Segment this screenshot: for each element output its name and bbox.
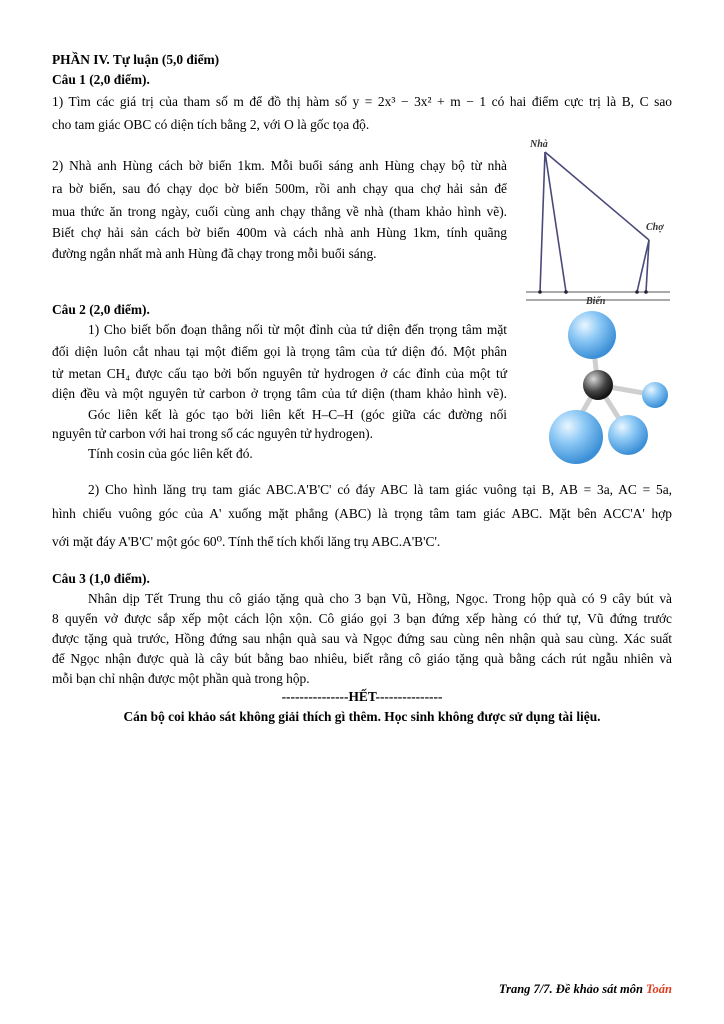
hydrogen-atom-bottom-right [608,415,648,455]
page-footer [499,982,672,997]
hydrogen-atom-right [642,382,668,408]
end-mark: ---------------HẾT--------------- [281,689,443,704]
q2-p1-line4: diện đều và một nguyên tử carbon ở trọng tâm của tứ diện (tham khảo hình vẽ). [52,386,507,401]
label-coast: Biển [586,296,606,306]
q2-p2-line1: 2) Cho hình lăng trụ tam giác ABC.A'B'C' có đáy ABC là tam giác vuông tại B, AB = 3a, AC = 5a, [88,482,672,497]
q2-p1-line7: Tính cosin của góc liên kết đó. [88,446,253,461]
q3-line4: để Ngọc nhận được quà là cây bút bằng bao nhiêu, biết rằng cô giáo tặng quà bằng cách rút ngẫu nhiên và [52,651,672,666]
q3-line2: 8 quyển vở được sắp xếp một cách lộn xộn. Cô giáo gọi 3 bạn đứng xếp hàng có thứ tự, Vũ đứng trước [52,611,672,626]
label-market: Chợ [646,222,664,233]
q2-p1-line6: nguyên tử carbon với hai trong số các nguyên tử hydrogen). [52,426,373,441]
q2-p1-line2: đối diện luôn cắt nhau tại một điểm gọi là trọng tâm của tứ diện đó. Một phân [52,344,507,359]
label-home: Nhà [530,139,548,150]
q2-p1-line1: 1) Cho biết bốn đoạn thẳng nối từ một đỉnh của tứ diện đến trọng tâm mặt [88,322,507,337]
q2-title: Câu 2 (2,0 điểm). [52,302,150,317]
hydrogen-atom-top [568,311,616,359]
q1-title: Câu 1 (2,0 điểm). [52,72,150,87]
q1-p2-line3: mua thức ăn trong ngày, cuối cùng anh chạy thẳng về nhà (tham khảo hình vẽ). [52,204,507,219]
q1-p2-line1: 2) Nhà anh Hùng cách bờ biển 1km. Mỗi buổi sáng anh Hùng chạy bộ từ nhà [52,158,507,173]
q1-p2-line4: Biết chợ hải sản cách bờ biển 400m và cách nhà anh Hùng 1km, tính quãng [52,225,507,240]
q3-line3: được tặng quà trước, Hồng đứng sau nhận quà sau và Ngọc đứng sau cùng nên nhận quà sau cùng. Xác suất [52,631,672,646]
q2-p1-line5: Góc liên kết là góc tạo bởi liên kết H–C–H (góc giữa các đường nối [88,407,507,422]
q2-p2-line3: với mặt đáy A'B'C' một góc 60⁰. Tính thể tích khối lăng trụ ABC.A'B'C'. [52,534,441,549]
methane-figure [540,305,680,475]
q2-p1-line3: tử metan CH₄ được cấu tạo bởi bốn nguyên tử hydrogen ở các đỉnh của một tứ [52,366,507,381]
q3-line5: mỗi bạn chỉ nhận được một phần quà trong hộp. [52,671,310,686]
closing-note: Cán bộ coi khảo sát không giải thích gì thêm. Học sinh không được sử dụng tài liệu. [123,709,601,724]
path-home-to-coast [545,152,566,292]
path-market-to-home [545,152,649,240]
q1-p1-line1: 1) Tìm các giá trị của tham số m để đồ thị hàm số y = 2x³ − 3x² + m − 1 có hai điểm cực trị là B, C sao [52,94,672,109]
q3-title: Câu 3 (1,0 điểm). [52,571,150,586]
q1-p2-line2: ra bờ biển, sau đó chạy dọc bờ biển 500m, rồi anh chạy qua chợ hải sản để [52,181,507,196]
coast-figure [522,134,672,306]
carbon-atom [583,370,613,400]
perp-home [540,152,545,292]
q1-p2-line5: đường ngắn nhất mà anh Hùng đã chạy trong mỗi buổi sáng. [52,246,377,261]
q1-p1-line2: cho tam giác OBC có diện tích bằng 2, với O là gốc tọa độ. [52,117,370,132]
hydrogen-atom-bottom-left [549,410,603,464]
footer-subject: Toán [646,982,672,996]
q3-line1: Nhân dịp Tết Trung thu cô giáo tặng quà cho 3 bạn Vũ, Hồng, Ngọc. Trong hộp quà có 9 cây bút và [88,591,672,606]
footer-page: Trang 7/7. Đề khảo sát môn [498,982,647,996]
q2-p2-line2: hình chiếu vuông góc của A' xuống mặt phẳng (ABC) là trọng tâm tam giác ABC. Mặt bên ACC'A' hợp [52,506,672,521]
part-title: PHẦN IV. Tự luận (5,0 điểm) [52,52,220,67]
